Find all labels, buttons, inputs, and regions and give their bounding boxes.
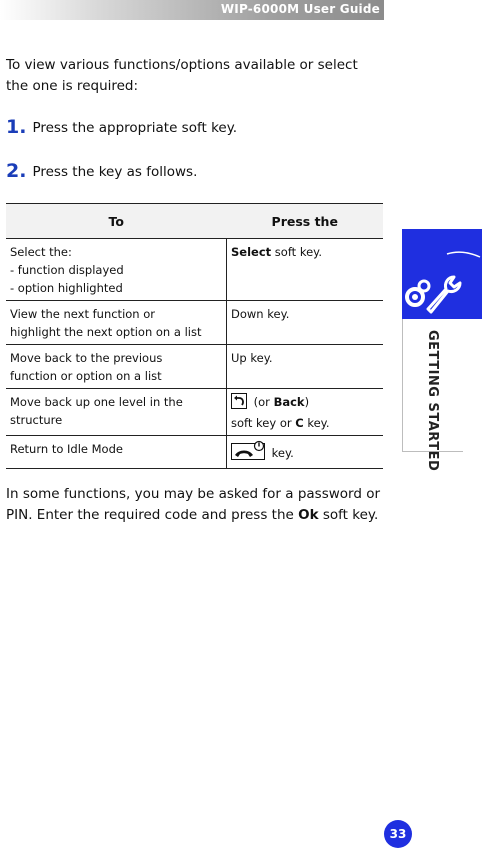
table-row [6, 239, 383, 301]
end-call-power-icon [231, 440, 265, 465]
cell-line: structure [10, 413, 63, 427]
cell-line: View the next function or [10, 307, 156, 321]
column-header-to: To [6, 204, 227, 239]
outro-paragraph [6, 484, 382, 526]
ok-key-label: Ok [298, 507, 319, 523]
cell-line [231, 414, 379, 432]
step-1-text: Press the appropriate soft key. [32, 120, 238, 136]
step-1-number: 1. [6, 116, 27, 138]
back-key-label: Back [273, 395, 305, 409]
cell-line [231, 393, 379, 414]
table-cell-to [6, 345, 227, 389]
step-2-number: 2. [6, 160, 27, 182]
settings-wrench-icon [402, 304, 482, 323]
table-cell-press [227, 436, 384, 469]
cell-line: highlight the next option on a list [10, 325, 202, 339]
cell-line: Move back to the previous [10, 351, 163, 365]
select-key-label: Select [231, 245, 272, 259]
table-cell-to [6, 301, 227, 345]
c-key-label: C [295, 416, 304, 430]
side-tab [402, 229, 482, 319]
page-number: 33 [384, 820, 412, 848]
cell-line: - option highlighted [10, 281, 123, 295]
cell-text: (or [250, 395, 274, 409]
cell-line: Return to Idle Mode [10, 442, 123, 456]
column-header-press: Press the [227, 204, 384, 239]
cell-line: Move back up one level in the [10, 395, 183, 409]
table-header-row [6, 204, 383, 239]
table-cell-to [6, 436, 227, 469]
cell-line: Select the: [10, 245, 72, 259]
step-1 [6, 116, 237, 138]
table-cell-to [6, 239, 227, 301]
header-title: WIP-6000M User Guide [220, 2, 380, 16]
outro-text: soft key. [318, 507, 379, 523]
cell-line: - function displayed [10, 263, 124, 277]
key-table [6, 203, 383, 469]
section-label: GETTING STARTED [425, 330, 440, 472]
header-bar [0, 0, 384, 20]
table-row [6, 389, 383, 436]
cell-text: key. [303, 416, 330, 430]
step-2 [6, 160, 197, 182]
intro-paragraph: To view various functions/options available or select the one is required: [6, 57, 358, 94]
table-cell-to [6, 389, 227, 436]
cell-text: soft key or [231, 416, 296, 430]
table-row [6, 301, 383, 345]
table-cell-press: Down key. [227, 301, 384, 345]
table-row [6, 345, 383, 389]
step-2-text: Press the key as follows. [32, 164, 198, 180]
back-arrow-icon [231, 393, 247, 414]
table-cell-press [227, 239, 384, 301]
cell-line: function or option on a list [10, 369, 162, 383]
table-row [6, 436, 383, 469]
table-cell-press: Up key. [227, 345, 384, 389]
table-cell-press [227, 389, 384, 436]
cell-text: ) [304, 395, 310, 409]
outro-text: In some functions, you may be asked for a password or PIN. Enter the required code and press the [6, 486, 381, 523]
cell-text: key. [268, 446, 294, 460]
cell-text: soft key. [271, 245, 322, 259]
